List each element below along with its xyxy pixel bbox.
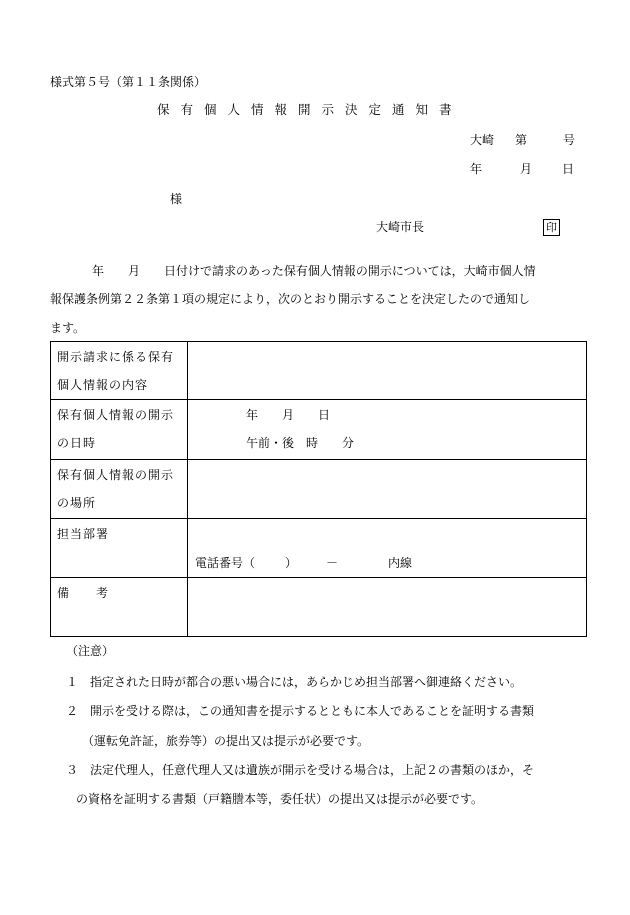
- department-value: [188, 519, 587, 578]
- table-row-datetime: [51, 400, 587, 460]
- date-month: 月: [520, 162, 533, 176]
- label-cell: [51, 342, 188, 400]
- label-place-1: 保有個人情報の開示: [57, 468, 175, 482]
- table-row-place: [51, 460, 587, 519]
- phone-dash: －: [326, 556, 339, 570]
- table-row-remarks: [51, 578, 587, 637]
- body-line-3: ます。: [50, 321, 86, 335]
- note-item-3b: の資格を証明する書類（戸籍謄本等，委任状）の提出又は提示が必要です。: [76, 792, 484, 806]
- addressee-suffix: 様: [170, 192, 183, 206]
- label-cell: [51, 578, 188, 637]
- ref-go: 号: [563, 133, 576, 147]
- label-department: 担当部署: [57, 527, 110, 541]
- ref-prefix: 大崎: [470, 133, 495, 147]
- label-datetime-1: 保有個人情報の開示: [57, 408, 175, 422]
- label-contents-1: 開示請求に係る保有: [57, 350, 175, 364]
- label-cell: [51, 519, 188, 578]
- disclosure-table: [50, 341, 587, 637]
- datetime-value: [188, 400, 587, 460]
- issuer-name: 大崎市長: [376, 220, 425, 234]
- label-place-2: の場所: [57, 496, 97, 510]
- notes-heading: （注意）: [66, 644, 115, 658]
- body-line-1: 年 月 日付けで請求のあった保有個人情報の開示については，大崎市個人情: [92, 264, 536, 278]
- note-item-2b: （運転免許証，旅券等）の提出又は提示が必要です。: [82, 734, 370, 748]
- form-number: 様式第５号（第１１条関係）: [50, 75, 207, 89]
- note-item-1: １ 指定された日時が都合の悪い場合には，あらかじめ担当部署へ御連絡ください。: [66, 675, 523, 689]
- note-item-3a: ３ 法定代理人，任意代理人又は遺族が開示を受ける場合は，上記２の書類のほか，そ: [66, 763, 535, 777]
- label-datetime-2: の日時: [57, 436, 97, 450]
- document-title: 保有個人情報開示決定通知書: [157, 102, 463, 117]
- seal-stamp: 印: [543, 219, 560, 236]
- phone-label: 電話番号（: [195, 556, 256, 570]
- ref-dai: 第: [515, 133, 528, 147]
- phone-close: ）: [285, 556, 298, 570]
- place-value: [188, 460, 587, 519]
- remarks-value: [188, 578, 587, 637]
- date-year: 年: [470, 162, 483, 176]
- table-row-contents: [51, 342, 587, 400]
- label-contents-2: 個人情報の内容: [57, 378, 149, 392]
- label-cell: [51, 460, 188, 519]
- phone-extension: 内線: [388, 556, 413, 570]
- contents-value: [188, 342, 587, 400]
- datetime-date: 年 月 日: [246, 408, 331, 422]
- note-item-2a: ２ 開示を受ける際は，この通知書を提示するとともに本人であることを証明する書類: [66, 704, 535, 718]
- label-remarks: 備 考: [57, 586, 110, 600]
- body-line-2: 報保護条例第２２条第１項の規定により，次のとおり開示することを決定したので通知し: [50, 292, 531, 306]
- label-cell: [51, 400, 188, 460]
- date-day: 日: [562, 162, 575, 176]
- table-row-department: [51, 519, 587, 578]
- datetime-time: 午前・後 時 分: [246, 436, 355, 450]
